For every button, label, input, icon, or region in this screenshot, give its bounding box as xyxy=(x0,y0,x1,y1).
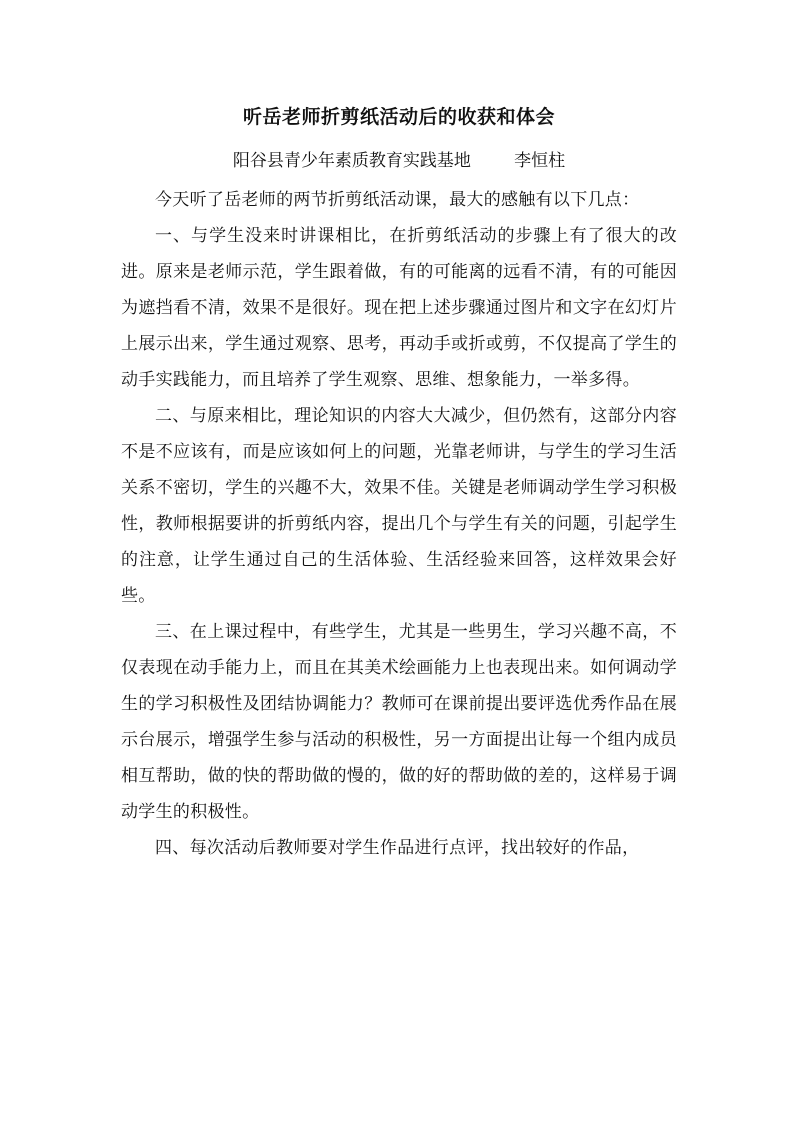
paragraph-point-1: 一、与学生没来时讲课相比，在折剪纸活动的步骤上有了很大的改进。原来是老师示范，学生跟着做，有的可能离的远看不清，有的可能因为遮挡看不清，效果不是很好。现在把上述步骤通过图片和文字在幻灯片上展示出来，学生通过观察、思考，再动手或折或剪，不仅提高了学生的动手实践能力，而且培养了学生观察、思维、想象能力，一举多得。 xyxy=(121,226,677,390)
paragraph-intro: 今天听了岳老师的两节折剪纸活动课，最大的感触有以下几点： xyxy=(155,190,640,210)
paragraph-point-3: 三、在上课过程中，有些学生，尤其是一些男生，学习兴趣不高，不仅表现在动手能力上，而且在其美术绘画能力上也表现出来。如何调动学生的学习积极性及团结协调能力？教师可在课前提出要评选优秀作品在展示台展示，增强学生参与活动的积极性，另一方面提出让每一个组内成员相互帮助，做的快的帮助做的慢的，做的好的帮助做的差的，这样易于调动学生的积极性。 xyxy=(121,622,677,822)
author-byline: 阳谷县青少年素质教育实践基地 李恒柱 xyxy=(232,151,566,171)
paragraph-point-2: 二、与原来相比，理论知识的内容大大减少，但仍然有，这部分内容不是不应该有，而是应该如何上的问题，光靠老师讲，与学生的学习生活关系不密切，学生的兴趣不大，效果不佳。关键是老师调动学生学习积极性，教师根据要讲的折剪纸内容，提出几个与学生有关的问题，引起学生的注意，让学生通过自己的生活体验、生活经验来回答，这样效果会好些。 xyxy=(121,406,677,606)
document-page xyxy=(121,102,677,866)
paragraph-point-4: 四、每次活动后教师要对学生作品进行点评，找出较好的作品， xyxy=(155,838,640,858)
document-title: 听岳老师折剪纸活动后的收获和体会 xyxy=(242,106,555,128)
